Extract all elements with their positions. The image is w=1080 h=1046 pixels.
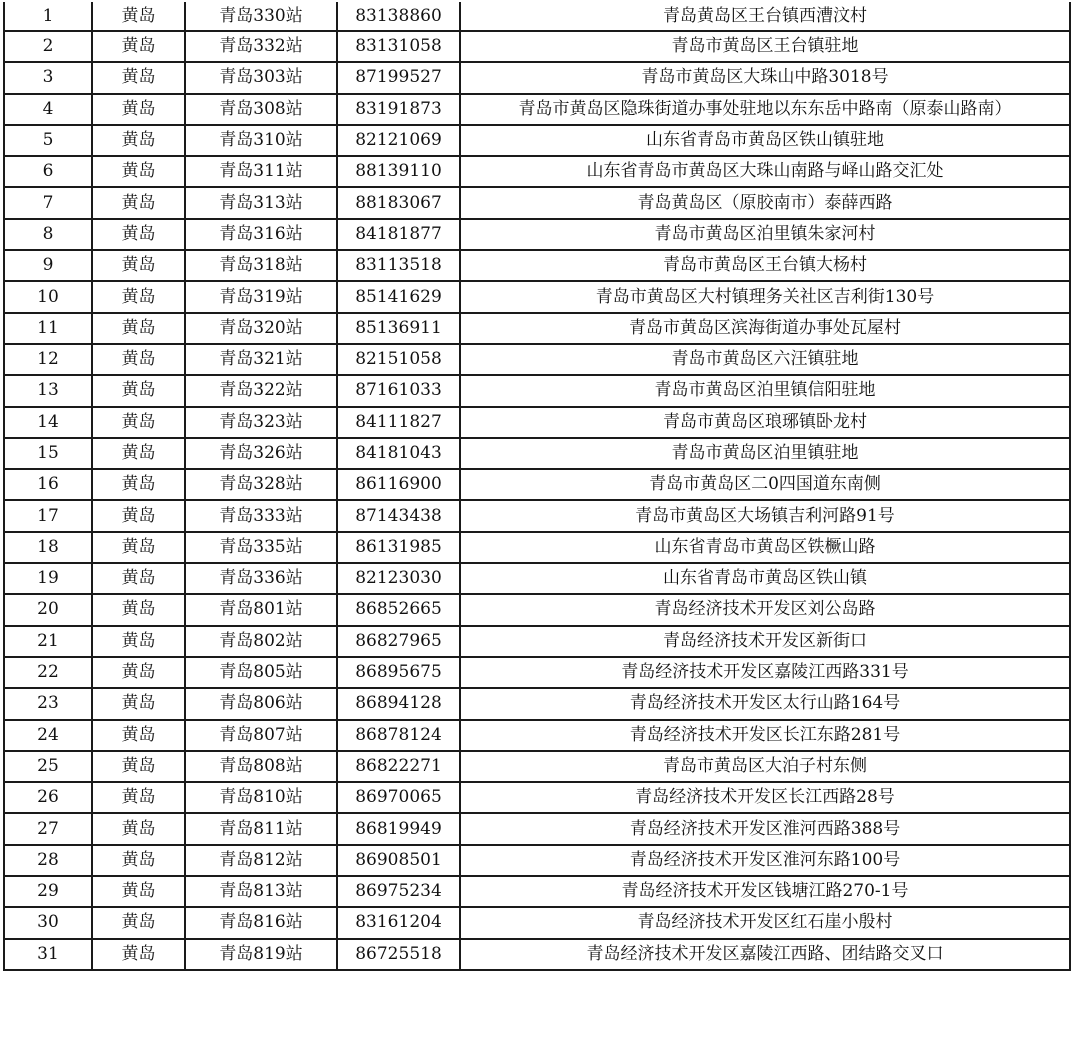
row-number-cell: 6 [4,156,92,187]
phone-number-cell: 88183067 [337,187,460,218]
table-row [4,720,1070,751]
address-cell: 青岛黄岛区（原胶南市）泰薛西路 [460,187,1070,218]
row-number-cell: 20 [4,594,92,625]
district-cell: 黄岛 [92,594,185,625]
row-number-cell: 7 [4,187,92,218]
district-cell: 黄岛 [92,250,185,281]
phone-number-cell: 86970065 [337,782,460,813]
row-number-cell: 10 [4,281,92,312]
address-cell: 青岛市黄岛区隐珠街道办事处驻地以东东岳中路南（原泰山路南） [460,94,1070,125]
district-cell: 黄岛 [92,407,185,438]
district-cell: 黄岛 [92,438,185,469]
station-name-cell: 青岛805站 [185,657,337,688]
table-row [4,219,1070,250]
table-row [4,94,1070,125]
address-cell: 青岛经济技术开发区嘉陵江西路331号 [460,657,1070,688]
phone-number-cell: 86131985 [337,532,460,563]
address-cell: 青岛经济技术开发区新街口 [460,626,1070,657]
table-row [4,594,1070,625]
address-cell: 青岛经济技术开发区刘公岛路 [460,594,1070,625]
table-row [4,344,1070,375]
district-cell: 黄岛 [92,469,185,500]
district-cell: 黄岛 [92,156,185,187]
district-cell: 黄岛 [92,688,185,719]
table-row [4,657,1070,688]
row-number-cell: 15 [4,438,92,469]
station-name-cell: 青岛807站 [185,720,337,751]
address-cell: 青岛市黄岛区泊里镇信阳驻地 [460,375,1070,406]
address-cell: 青岛市黄岛区琅琊镇卧龙村 [460,407,1070,438]
district-cell: 黄岛 [92,626,185,657]
table-row [4,751,1070,782]
station-name-cell: 青岛322站 [185,375,337,406]
address-cell: 青岛市黄岛区大村镇理务关社区吉利街130号 [460,281,1070,312]
table-row [4,813,1070,844]
district-cell: 黄岛 [92,375,185,406]
station-name-cell: 青岛328站 [185,469,337,500]
station-name-cell: 青岛811站 [185,813,337,844]
phone-number-cell: 86908501 [337,845,460,876]
address-cell: 青岛经济技术开发区淮河东路100号 [460,845,1070,876]
table-row [4,156,1070,187]
phone-number-cell: 82121069 [337,125,460,156]
row-number-cell: 1 [4,2,92,31]
phone-number-cell: 86852665 [337,594,460,625]
table-row [4,469,1070,500]
table-row [4,626,1070,657]
address-cell: 青岛市黄岛区泊里镇朱家河村 [460,219,1070,250]
station-table [3,2,1071,971]
row-number-cell: 22 [4,657,92,688]
phone-number-cell: 82151058 [337,344,460,375]
district-cell: 黄岛 [92,281,185,312]
phone-number-cell: 87143438 [337,500,460,531]
phone-number-cell: 86725518 [337,939,460,970]
table-row [4,907,1070,938]
station-name-cell: 青岛812站 [185,845,337,876]
row-number-cell: 27 [4,813,92,844]
station-name-cell: 青岛321站 [185,344,337,375]
phone-number-cell: 84111827 [337,407,460,438]
district-cell: 黄岛 [92,125,185,156]
phone-number-cell: 84181043 [337,438,460,469]
station-name-cell: 青岛313站 [185,187,337,218]
station-name-cell: 青岛801站 [185,594,337,625]
district-cell: 黄岛 [92,344,185,375]
table-row [4,500,1070,531]
district-cell: 黄岛 [92,563,185,594]
table-row [4,438,1070,469]
phone-number-cell: 86822271 [337,751,460,782]
station-name-cell: 青岛802站 [185,626,337,657]
address-cell: 青岛市黄岛区大珠山中路3018号 [460,62,1070,93]
row-number-cell: 28 [4,845,92,876]
district-cell: 黄岛 [92,219,185,250]
station-name-cell: 青岛332站 [185,31,337,62]
phone-number-cell: 87199527 [337,62,460,93]
district-cell: 黄岛 [92,62,185,93]
table-row [4,532,1070,563]
row-number-cell: 24 [4,720,92,751]
row-number-cell: 16 [4,469,92,500]
row-number-cell: 4 [4,94,92,125]
station-name-cell: 青岛806站 [185,688,337,719]
station-name-cell: 青岛813站 [185,876,337,907]
row-number-cell: 23 [4,688,92,719]
address-cell: 青岛经济技术开发区嘉陵江西路、团结路交叉口 [460,939,1070,970]
phone-number-cell: 85136911 [337,313,460,344]
district-cell: 黄岛 [92,2,185,31]
row-number-cell: 30 [4,907,92,938]
phone-number-cell: 83138860 [337,2,460,31]
address-cell: 青岛经济技术开发区长江东路281号 [460,720,1070,751]
row-number-cell: 21 [4,626,92,657]
phone-number-cell: 86116900 [337,469,460,500]
row-number-cell: 11 [4,313,92,344]
row-number-cell: 18 [4,532,92,563]
district-cell: 黄岛 [92,813,185,844]
row-number-cell: 14 [4,407,92,438]
station-name-cell: 青岛808站 [185,751,337,782]
row-number-cell: 26 [4,782,92,813]
district-cell: 黄岛 [92,751,185,782]
district-cell: 黄岛 [92,187,185,218]
phone-number-cell: 86895675 [337,657,460,688]
row-number-cell: 9 [4,250,92,281]
row-number-cell: 5 [4,125,92,156]
table-row [4,375,1070,406]
address-cell: 青岛市黄岛区六汪镇驻地 [460,344,1070,375]
phone-number-cell: 86975234 [337,876,460,907]
station-name-cell: 青岛310站 [185,125,337,156]
row-number-cell: 17 [4,500,92,531]
station-name-cell: 青岛316站 [185,219,337,250]
row-number-cell: 25 [4,751,92,782]
district-cell: 黄岛 [92,94,185,125]
phone-number-cell: 86878124 [337,720,460,751]
row-number-cell: 12 [4,344,92,375]
table-row [4,688,1070,719]
station-name-cell: 青岛336站 [185,563,337,594]
row-number-cell: 31 [4,939,92,970]
address-cell: 山东省青岛市黄岛区铁山镇驻地 [460,125,1070,156]
district-cell: 黄岛 [92,720,185,751]
table-row [4,845,1070,876]
address-cell: 山东省青岛市黄岛区大珠山南路与峄山路交汇处 [460,156,1070,187]
phone-number-cell: 84181877 [337,219,460,250]
district-cell: 黄岛 [92,845,185,876]
station-name-cell: 青岛320站 [185,313,337,344]
district-cell: 黄岛 [92,939,185,970]
phone-number-cell: 83161204 [337,907,460,938]
address-cell: 山东省青岛市黄岛区铁橛山路 [460,532,1070,563]
address-cell: 青岛市黄岛区王台镇大杨村 [460,250,1070,281]
address-cell: 青岛黄岛区王台镇西漕汶村 [460,2,1070,31]
station-name-cell: 青岛810站 [185,782,337,813]
row-number-cell: 29 [4,876,92,907]
table-row [4,407,1070,438]
district-cell: 黄岛 [92,31,185,62]
address-cell: 青岛市黄岛区王台镇驻地 [460,31,1070,62]
district-cell: 黄岛 [92,500,185,531]
phone-number-cell: 86894128 [337,688,460,719]
district-cell: 黄岛 [92,782,185,813]
address-cell: 青岛经济技术开发区钱塘江路270-1号 [460,876,1070,907]
table-row [4,313,1070,344]
address-cell: 青岛市黄岛区大泊子村东侧 [460,751,1070,782]
station-name-cell: 青岛326站 [185,438,337,469]
address-cell: 山东省青岛市黄岛区铁山镇 [460,563,1070,594]
address-cell: 青岛经济技术开发区淮河西路388号 [460,813,1070,844]
row-number-cell: 2 [4,31,92,62]
phone-number-cell: 87161033 [337,375,460,406]
table-row [4,281,1070,312]
table-row [4,62,1070,93]
row-number-cell: 19 [4,563,92,594]
table-row [4,2,1070,31]
phone-number-cell: 83113518 [337,250,460,281]
address-cell: 青岛市黄岛区泊里镇驻地 [460,438,1070,469]
address-cell: 青岛市黄岛区大场镇吉利河路91号 [460,500,1070,531]
district-cell: 黄岛 [92,876,185,907]
table-row [4,125,1070,156]
station-name-cell: 青岛323站 [185,407,337,438]
row-number-cell: 8 [4,219,92,250]
district-cell: 黄岛 [92,907,185,938]
station-name-cell: 青岛318站 [185,250,337,281]
phone-number-cell: 88139110 [337,156,460,187]
station-name-cell: 青岛819站 [185,939,337,970]
station-table-body [4,2,1070,970]
phone-number-cell: 86819949 [337,813,460,844]
station-name-cell: 青岛303站 [185,62,337,93]
station-name-cell: 青岛335站 [185,532,337,563]
address-cell: 青岛经济技术开发区红石崖小殷村 [460,907,1070,938]
station-name-cell: 青岛319站 [185,281,337,312]
station-name-cell: 青岛816站 [185,907,337,938]
station-table-container [3,2,1071,971]
table-row [4,876,1070,907]
phone-number-cell: 86827965 [337,626,460,657]
phone-number-cell: 82123030 [337,563,460,594]
station-name-cell: 青岛333站 [185,500,337,531]
address-cell: 青岛经济技术开发区太行山路164号 [460,688,1070,719]
phone-number-cell: 83131058 [337,31,460,62]
table-row [4,563,1070,594]
station-name-cell: 青岛311站 [185,156,337,187]
district-cell: 黄岛 [92,313,185,344]
table-row [4,31,1070,62]
station-name-cell: 青岛308站 [185,94,337,125]
phone-number-cell: 83191873 [337,94,460,125]
table-row [4,939,1070,970]
phone-number-cell: 85141629 [337,281,460,312]
table-row [4,250,1070,281]
address-cell: 青岛市黄岛区滨海街道办事处瓦屋村 [460,313,1070,344]
row-number-cell: 13 [4,375,92,406]
district-cell: 黄岛 [92,532,185,563]
address-cell: 青岛市黄岛区二0四国道东南侧 [460,469,1070,500]
table-row [4,782,1070,813]
address-cell: 青岛经济技术开发区长江西路28号 [460,782,1070,813]
district-cell: 黄岛 [92,657,185,688]
row-number-cell: 3 [4,62,92,93]
table-row [4,187,1070,218]
station-name-cell: 青岛330站 [185,2,337,31]
